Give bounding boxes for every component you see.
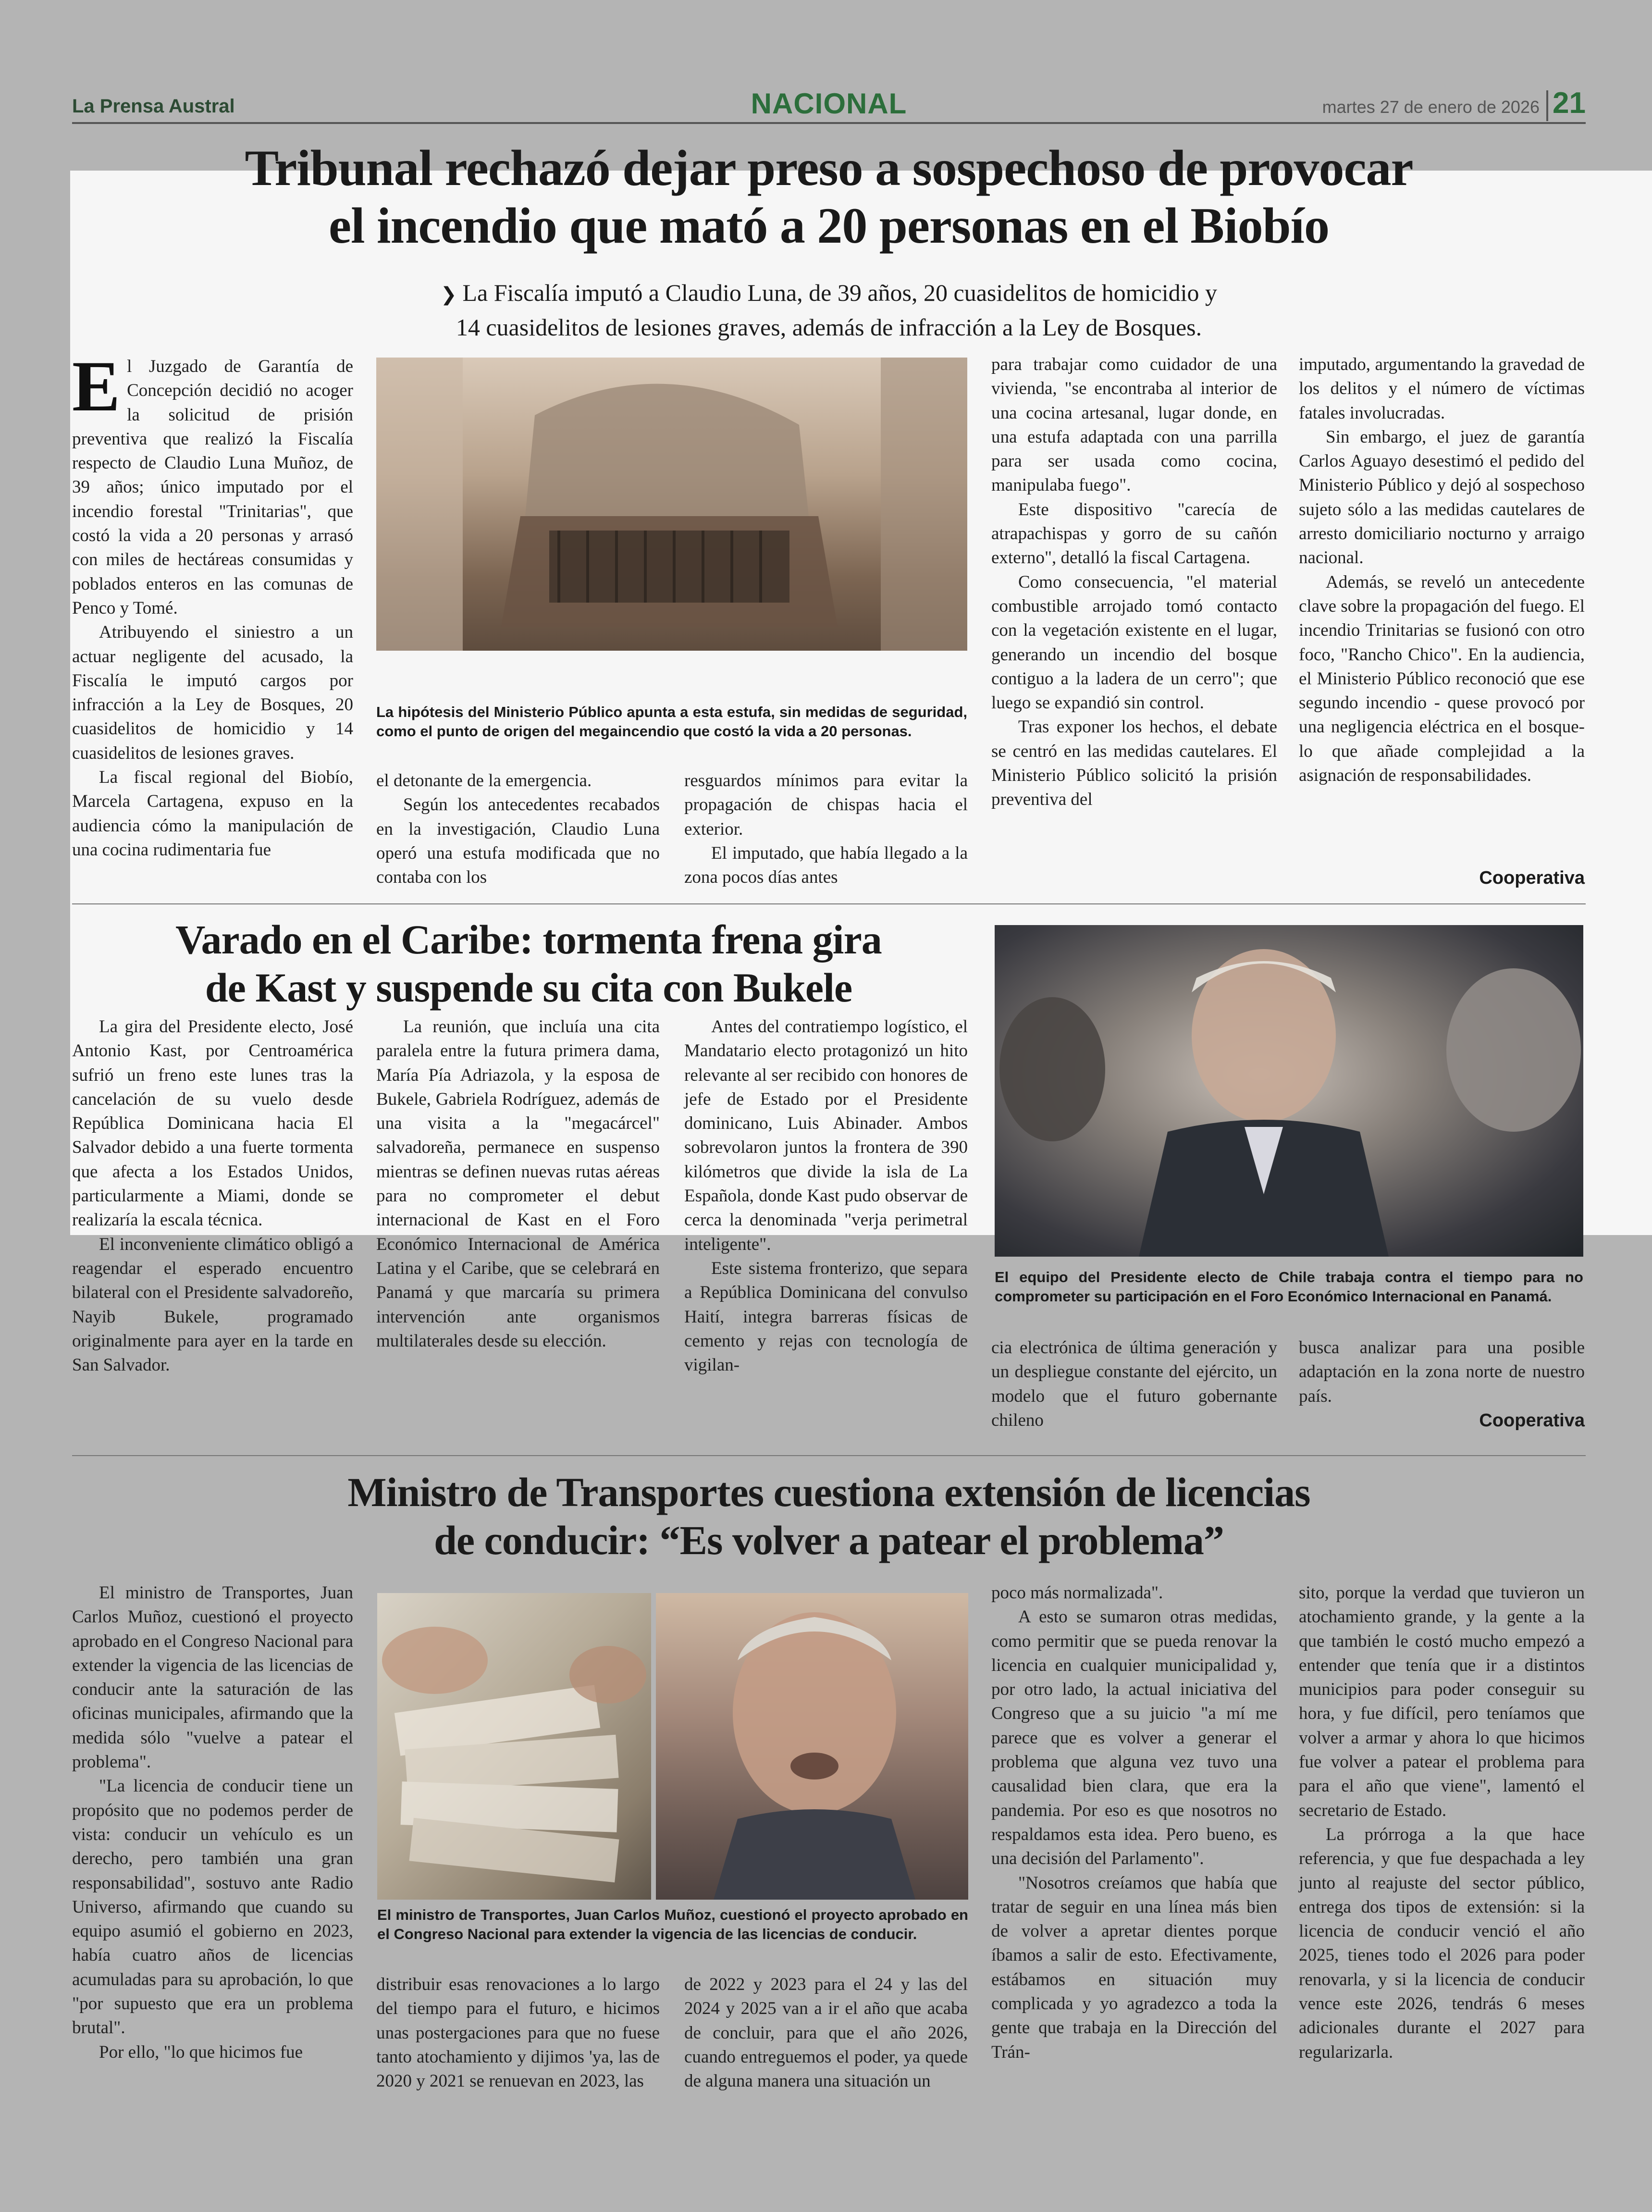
kast-illustration (995, 925, 1583, 1257)
article3-headline (72, 1468, 1586, 1564)
article1-column-5 (1299, 353, 1585, 788)
article1-col3-p2: El imputado, que había llegado a la zona pocos días antes (684, 843, 968, 888)
article2-column-5 (1299, 1336, 1585, 1409)
article3-col1-p1: El ministro de Transportes, Juan Carlos Muñoz, cuestionó el proyecto aprobado en el Congreso Nacional para extender la vigencia de las licencias de conducir ante la saturación de las oficinas municipales, afirmando que la medida sólo "vuelve a patear el problema". (72, 1583, 353, 1772)
article3-col3-p1: de 2022 y 2023 para el 24 y las del 2024 y 2025 van a ir el año que acaba de concluir, para que el año 2026, cuando entreguemos el poder, ya quede de alguna manera una situación un (684, 1975, 968, 2091)
article2-headline-line2: de Kast y suspende su cita con Bukele (205, 964, 852, 1011)
article2-column-1 (72, 1015, 353, 1377)
article1-col5-p1: imputado, argumentando la gravedad de los delitos y el número de víctimas fatales involucradas. (1299, 355, 1585, 423)
article2-col2-p1: La reunión, que incluía una cita paralela entre la futura primera dama, María Pía Adriazola, y la esposa de Bukele, Gabriela Rodríguez, además de una visita a la "megacárcel" salvadoreña, permanece en suspenso mientras se definen nuevas rutas aéreas para no comprometer el debut internacional de Kast en el Foro Económico Internacional de América Latina y el Caribe, que se celebrará en Panamá y que marcaría su primera intervención ante organismos multilaterales desde su elección. (376, 1017, 660, 1351)
page-number: 21 (1553, 87, 1586, 120)
article3-photo-caption: El ministro de Transportes, Juan Carlos Muñoz, cuestionó el proyecto aprobado en el Congreso Nacional para extender la vigencia de las licencias de conducir. (377, 1906, 968, 1942)
article2-column-2 (376, 1015, 660, 1353)
article1-column-4 (991, 353, 1277, 812)
article1-col4-p3: Como consecuencia, "el material combustible arrojado tomó contacto con la vegetación existente en el lugar, generando un incendio del bosque contiguo a la ladera de un cerro"; que luego se expandió sin control. (991, 572, 1277, 713)
article2-credit: Cooperativa (1479, 1410, 1585, 1431)
article2-col5-p1: busca analizar para una posible adaptación en la zona norte de nuestro país. (1299, 1338, 1585, 1406)
article3-column-5 (1299, 1581, 1585, 2064)
article1-subhead-line2: 14 cuasidelitos de lesiones graves, además de infracción a la Ley de Bosques. (456, 314, 1202, 341)
article2-photo-caption: El equipo del Presidente electo de Chile trabaja contra el tiempo para no comprometer su participación en el Foro Económico Internacional en Panamá. (995, 1269, 1583, 1305)
munoz-illustration (656, 1593, 968, 1900)
article2-column-4 (991, 1336, 1277, 1433)
article1-col5-p3: Además, se reveló un antecedente clave sobre la propagación del fuego. El incendio Trinitarias se fusionó con otro foco, "Rancho Chico". En la audiencia, el Ministerio Público reconoció que ese segundo incendio - quese provocó por una negligencia eléctrica en el bosque- lo que añade complejidad a la asignación de responsabilidades. (1299, 572, 1585, 786)
stove-photo (376, 358, 967, 651)
article3-headline-line2: de conducir: “Es volver a patear el problema” (434, 1517, 1224, 1563)
article3-col5-p2: La prórroga a la que hace referencia, y que fue despachada a ley junto al reajuste del sector público, entrega dos tipos de extensión: si la licencia de conducir venció el año 2025, tienes todo el 2026 para poder renovarla, y si la licencia de conducir vence este 2026, tendrás 6 meses adicionales durante el 2027 para regularizarla. (1299, 1824, 1585, 2062)
article2-col1-p1: La gira del Presidente electo, José Antonio Kast, por Centroamérica sufrió un freno este lunes tras la cancelación de su vuelo desde República Dominicana hacia El Salvador debido a una fuerte tormenta que afecta a los Estados Unidos, particularmente a Miami, donde se realizaría la escala técnica. (72, 1017, 353, 1230)
article1-dropcap: E (72, 346, 121, 426)
page-header (72, 87, 1586, 124)
paper-name: La Prensa Austral (72, 96, 235, 117)
article1-col5-p2: Sin embargo, el juez de garantía Carlos Aguayo desestimó el pedido del Ministerio Público y dejó al sospechoso sujeto sólo a las medidas cautelares de arresto domiciliario nocturno y arraigo nacional. (1299, 427, 1585, 568)
article3-col5-p1: sito, porque la verdad que tuvieron un atochamiento grande, y la gente a la que también le costó mucho empezó a entender que tenía que ir a distintos municipios para poder conseguir su hora, y fue difícil, pero teníamos que volver a armar y ahora lo que hicimos fue volver a patear el problema para para el año que viene", lamentó el secretario de Estado. (1299, 1583, 1585, 1820)
article2-divider (72, 1455, 1586, 1456)
article1-col4-p2: Este dispositivo "carecía de atrapachispas y gorro de su cañón externo", detalló la fiscal Cartagena. (991, 499, 1277, 568)
article3-col4-p1: poco más normalizada". (991, 1583, 1163, 1603)
article1-column-1 (72, 346, 353, 862)
munoz-photo (656, 1593, 968, 1900)
article1-column-3 (684, 769, 968, 890)
article1-col2-p1: el detonante de la emergencia. (376, 771, 592, 791)
article3-column-4 (991, 1581, 1277, 2064)
licenses-illustration (377, 1593, 651, 1900)
licenses-photo (377, 1593, 651, 1900)
article2-col4-p1: cia electrónica de última generación y un despliegue constante del ejército, un modelo que el futuro gobernante chileno (991, 1338, 1277, 1430)
article3-column-2 (376, 1973, 660, 2093)
article1-col1-p3: La fiscal regional del Biobío, Marcela Cartagena, expuso en la audiencia cómo la manipulación de una cocina rudimentaria fue (72, 767, 353, 860)
article1-headline-line1: Tribunal rechazó dejar preso a sospechoso de provocar (245, 140, 1413, 196)
article1-photo-caption: La hipótesis del Ministerio Público apunta a esta estufa, sin medidas de seguridad, como el punto de origen del megaincendio que costó la vida a 20 personas. (376, 704, 967, 740)
article2-col1-p2: El inconveniente climático obligó a reagendar el esperado encuentro bilateral con el Presidente salvadoreño, Nayib Bukele, programado originalmente para ayer en la tarde en San Salvador. (72, 1234, 353, 1375)
article3-column-1 (72, 1581, 353, 2064)
article1-headline (72, 139, 1586, 255)
article3-col2-p1: distribuir esas renovaciones a lo largo del tiempo para el futuro, e hicimos unas postergaciones para que no fuese tanto atochamiento y dijimos 'ya, las de 2020 y 2021 se renuevan en 2023, las (376, 1975, 660, 2091)
article1-headline-line2: el incendio que mató a 20 personas en el Biobío (329, 198, 1329, 254)
article3-col1-p3: Por ello, "lo que hicimos fue (99, 2042, 303, 2062)
article1-col4-p1: para trabajar como cuidador de una vivienda, "se encontraba al interior de una cocina artesanal, lugar donde, en una estufa adaptada con una parrilla para ser usada como cocina, manipulaba fuego". (991, 355, 1277, 495)
article1-column-2 (376, 769, 660, 890)
article1-col4-p4: Tras exponer los hechos, el debate se centró en las medidas cautelares. El Ministerio Público solicitó la prisión preventiva del (991, 717, 1277, 810)
article1-divider (72, 903, 1586, 904)
section-title: NACIONAL (751, 87, 907, 120)
article3-col1-p2: "La licencia de conducir tiene un propósito que no podemos perder de vista: conducir un vehículo es un derecho, pero también una gran responsabilidad", sostuvo ante Radio Universo, afirmando que cuando su equipo asumió el gobierno en 2023, había cuatro años de licencias acumuladas para su aprobación, lo que "por supuesto que era un problema brutal". (72, 1776, 353, 2038)
article1-col2-p2: Según los antecedentes recabados en la investigación, Claudio Luna operó una estufa modificada que no contaba con los (376, 795, 660, 888)
article1-col1-p1: l Juzgado de Garantía de Concepción decidió no acoger la solicitud de prisión preventiva que realizó la Fiscalía respecto de Claudio Luna Muñoz, de 39 años; único imputado por el incendio forestal "Trinitarias", que costó la vida a 20 personas y arrasó con miles de hectáreas consumidas y poblados enteros en las comunas de Penco y Tomé. (72, 357, 353, 618)
article2-headline (72, 915, 985, 1012)
issue-date: martes 27 de enero de 2026 (1322, 97, 1540, 117)
article2-col3-p1: Antes del contratiempo logístico, el Mandatario electo protagonizó un hito relevante al ser recibido con honores de jefe de Estado por el Presidente dominicano, Luis Abinader. Ambos sobrevolaron juntos la frontera de 390 kilómetros que divide la isla de La Española, donde Kast pudo observar de cerca la denominada "verja perimetral inteligente". (684, 1017, 968, 1254)
article1-subhead-line1: La Fiscalía imputó a Claudio Luna, de 39 años, 20 cuasidelitos de homicidio y (462, 279, 1218, 306)
article2-col3-p2: Este sistema fronterizo, que separa a República Dominicana del convulso Haití, integra barreras físicas de cemento y rejas con tecnología de vigilan- (684, 1258, 968, 1375)
article1-col1-p2: Atribuyendo el siniestro a un actuar negligente del acusado, la Fiscalía le imputó cargos por infracción a la Ley de Bosques, 20 cuasidelitos de homicidio y 14 cuasidelitos de lesiones graves. (72, 622, 353, 763)
double-chevron-icon: ❯ (440, 284, 457, 306)
article3-col4-p2: A esto se sumaron otras medidas, como permitir que se pueda renovar la licencia en cualquier municipalidad y, por otro lado, la actual iniciativa del Congreso que a su juicio "a mí me parece que es volver a generar el problema que alguna vez tuvo una causalidad bien clara, que era la pandemia. Por eso es que nosotros no respaldamos esta idea. Pero bueno, es una decisión del Parlamento". (991, 1607, 1277, 1869)
header-separator (1546, 90, 1548, 121)
article3-column-3 (684, 1973, 968, 2093)
stove-illustration (376, 358, 967, 651)
article1-subhead (288, 276, 1369, 344)
article2-headline-line1: Varado en el Caribe: tormenta frena gira (175, 916, 882, 963)
article2-column-3 (684, 1015, 968, 1377)
article1-credit: Cooperativa (1479, 868, 1585, 888)
article3-headline-line1: Ministro de Transportes cuestiona extensión de licencias (347, 1469, 1310, 1515)
article3-col4-p3: "Nosotros creíamos que había que tratar de seguir en una línea más bien de volver a apretar dientes porque íbamos a salir de esto. Efectivamente, estábamos en situación muy complicada y yo agradezco a toda la gente que trabaja en la Dirección del Trán- (991, 1873, 1277, 2062)
article1-col3-p1: resguardos mínimos para evitar la propagación de chispas hacia el exterior. (684, 771, 968, 839)
kast-photo (995, 925, 1583, 1257)
